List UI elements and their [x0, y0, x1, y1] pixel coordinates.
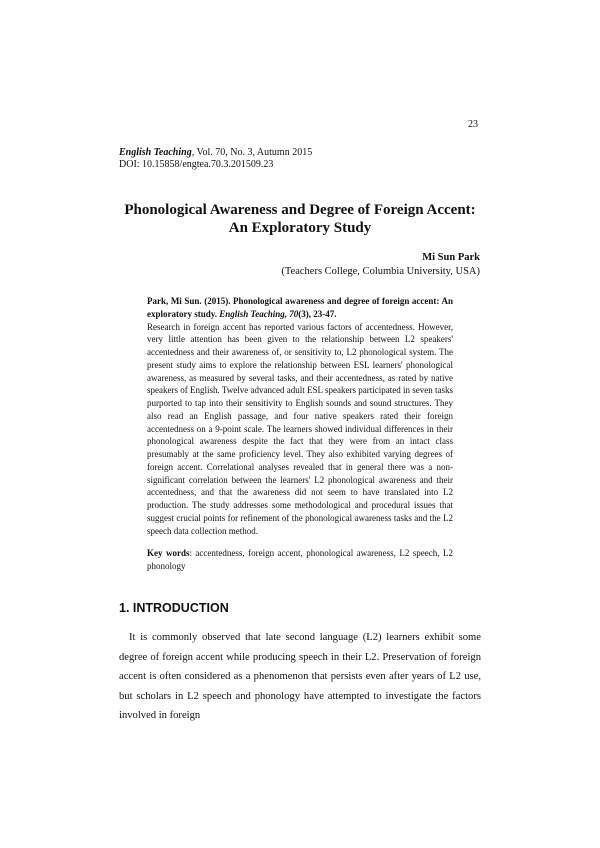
citation-suffix: (3), 23-47. — [298, 308, 337, 319]
abstract-body: Research in foreign accent has reported various factors of accentedness. However, very little attention has been given to the relationship between L2 speakers' accentedness and their awareness of, or sensitivity to, L2 phonological system. The present study aims to explore the relationship between ESL learners' phonological awareness, as measured by several tasks, and their accentedness, as rated by native speakers of English. Twelve advanced adult ESL speakers participated in seven tasks purported to tap into their sensitivity to English sounds and sound structures. They also read an English passage, and four native speakers rated their foreign accentedness on a 9-point scale. The learners showed individual differences in their phonological awareness despite the fact that they were from an intact class presumably at the same proficiency level. They also exhibited varying degrees of foreign accent. Correlational analyses revealed that in general there was a non-significant correlation between the learners' L2 phonological awareness and their accentedness, and that the awareness did not seem to have translated into L2 production. The study addresses some methodological and procedural issues that suggest crucial points for refinement of the phonological awareness tasks and the L2 speech data collection method. — [147, 321, 453, 536]
author-name: Mi Sun Park — [422, 252, 480, 263]
journal-line — [119, 147, 312, 159]
section-heading: 1. INTRODUCTION — [119, 601, 229, 615]
keywords-label: Key words — [147, 548, 190, 559]
citation-journal: English Teaching, 70 — [219, 308, 299, 319]
journal-name: English Teaching — [119, 147, 192, 158]
journal-issue: , Vol. 70, No. 3, Autumn 2015 — [191, 147, 313, 158]
keywords-list: : accentedness, foreign accent, phonological awareness, L2 speech, L2 phonology — [147, 548, 453, 571]
citation — [147, 295, 453, 321]
introduction-text — [119, 628, 481, 726]
title-line-2: An Exploratory Study — [228, 220, 372, 236]
keywords — [147, 547, 453, 573]
author-block — [281, 251, 480, 279]
paper-title — [100, 201, 500, 237]
journal-info — [119, 147, 312, 171]
title-line-1: Phonological Awareness and Degree of Foreign Accent: — [124, 202, 476, 218]
journal-doi: DOI: 10.15858/engtea.70.3.201509.23 — [119, 159, 274, 170]
citation-prefix: Park, Mi Sun. (2015). Phonological awareness and degree of foreign accent: An exploratory study. — [147, 296, 453, 319]
abstract — [147, 295, 453, 573]
page-number: 23 — [468, 119, 478, 130]
intro-paragraph: It is commonly observed that late second language (L2) learners exhibit some degree of foreign accent while producing speech in their L2. Preservation of foreign accent is often considered as a phenomenon that persists even after years of L2 use, but scholars in L2 speech and phonology have attempted to investigate the factors involved in foreign — [119, 632, 481, 721]
author-affiliation: (Teachers College, Columbia University, USA) — [281, 266, 480, 277]
